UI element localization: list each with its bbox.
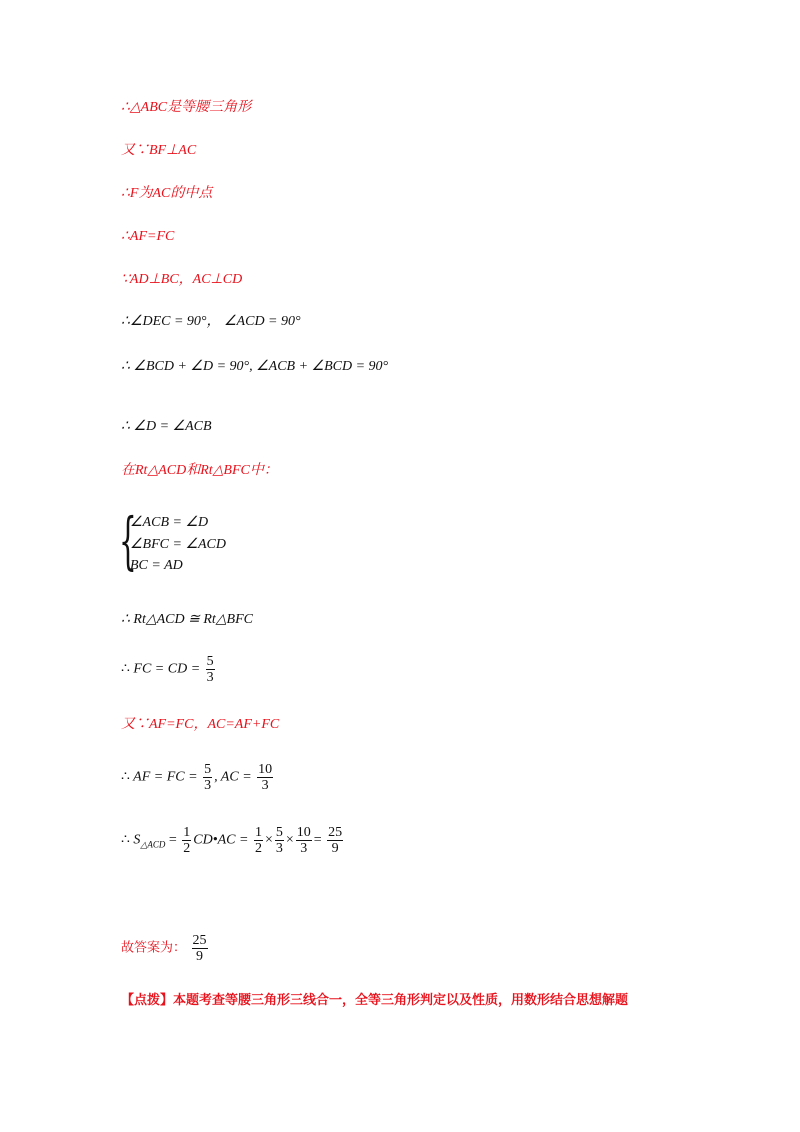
- step-isosceles: ∴△ABC是等腰三角形: [121, 100, 252, 115]
- tip-line: [121, 992, 628, 1010]
- system-line-2: ∠BFC = ∠ACD: [130, 537, 226, 552]
- step-f-midpoint: ∴F为AC的中点: [121, 186, 213, 201]
- fraction: $\frac{10}{3}$: [296, 825, 311, 856]
- fraction: $\frac{5}{3}$: [275, 825, 283, 856]
- fraction: $\frac{5}{3}$: [204, 762, 212, 793]
- step-area: ∴ $S_{\triangle ACD}$ = $\frac{1}{2}$ CD•AC = $\frac{1}{2}$ × $\frac{5}{3}$ × $\frac{10}{3}$ = $\frac{25}{9}$: [121, 825, 343, 856]
- answer-label: 故答案为：: [121, 940, 187, 956]
- step-congruent: ∴ Rt△ACD ≅ Rt△BFC: [121, 612, 253, 627]
- step-bf-perp-ac: 又∵BF⊥AC: [121, 143, 197, 158]
- step-af-ac-values: ∴ AF = FC = $\frac{5}{3}$ , AC = $\frac{10}{3}$: [121, 762, 273, 793]
- step-fc-eq-cd: ∴ FC = CD = $\frac{5}{3}$: [121, 654, 214, 685]
- system-brace: {: [119, 504, 137, 577]
- answer-fraction: $\frac{25}{9}$: [192, 933, 207, 964]
- step-angle-sum: ∴ ∠BCD + ∠D = 90°, ∠ACB + ∠BCD = 90°: [121, 359, 389, 374]
- step-in-triangles: 在Rt△ACD和Rt△BFC中：: [121, 463, 278, 478]
- step-ac-sum: 又∵AF=FC，AC=AF+FC: [121, 717, 280, 732]
- system-line-3: BC = AD: [130, 558, 183, 573]
- step-angle-dec: ∴∠DEC = 90°， ∠ACD = 90°: [121, 314, 301, 329]
- step-angle-d-eq-acb: ∴ ∠D = ∠ACB: [121, 419, 212, 434]
- fraction: $\frac{10}{3}$: [258, 762, 273, 793]
- tip-text: 本题考查等腰三角形三线合一，全等三角形判定以及性质，用数形结合思想解题: [173, 993, 629, 1008]
- fraction: $\frac{5}{3}$: [206, 654, 214, 685]
- fraction: $\frac{25}{9}$: [328, 825, 343, 856]
- fraction: $\frac{1}{2}$: [183, 825, 191, 856]
- answer-line: [121, 933, 210, 964]
- system-line-1: ∠ACB = ∠D: [130, 515, 209, 530]
- tip-tag: 【点拨】: [121, 993, 174, 1008]
- step-af-eq-fc: ∴AF=FC: [121, 229, 175, 244]
- step-ad-perp-bc: ∵AD⊥BC，AC⊥CD: [121, 272, 243, 287]
- fraction: $\frac{1}{2}$: [254, 825, 262, 856]
